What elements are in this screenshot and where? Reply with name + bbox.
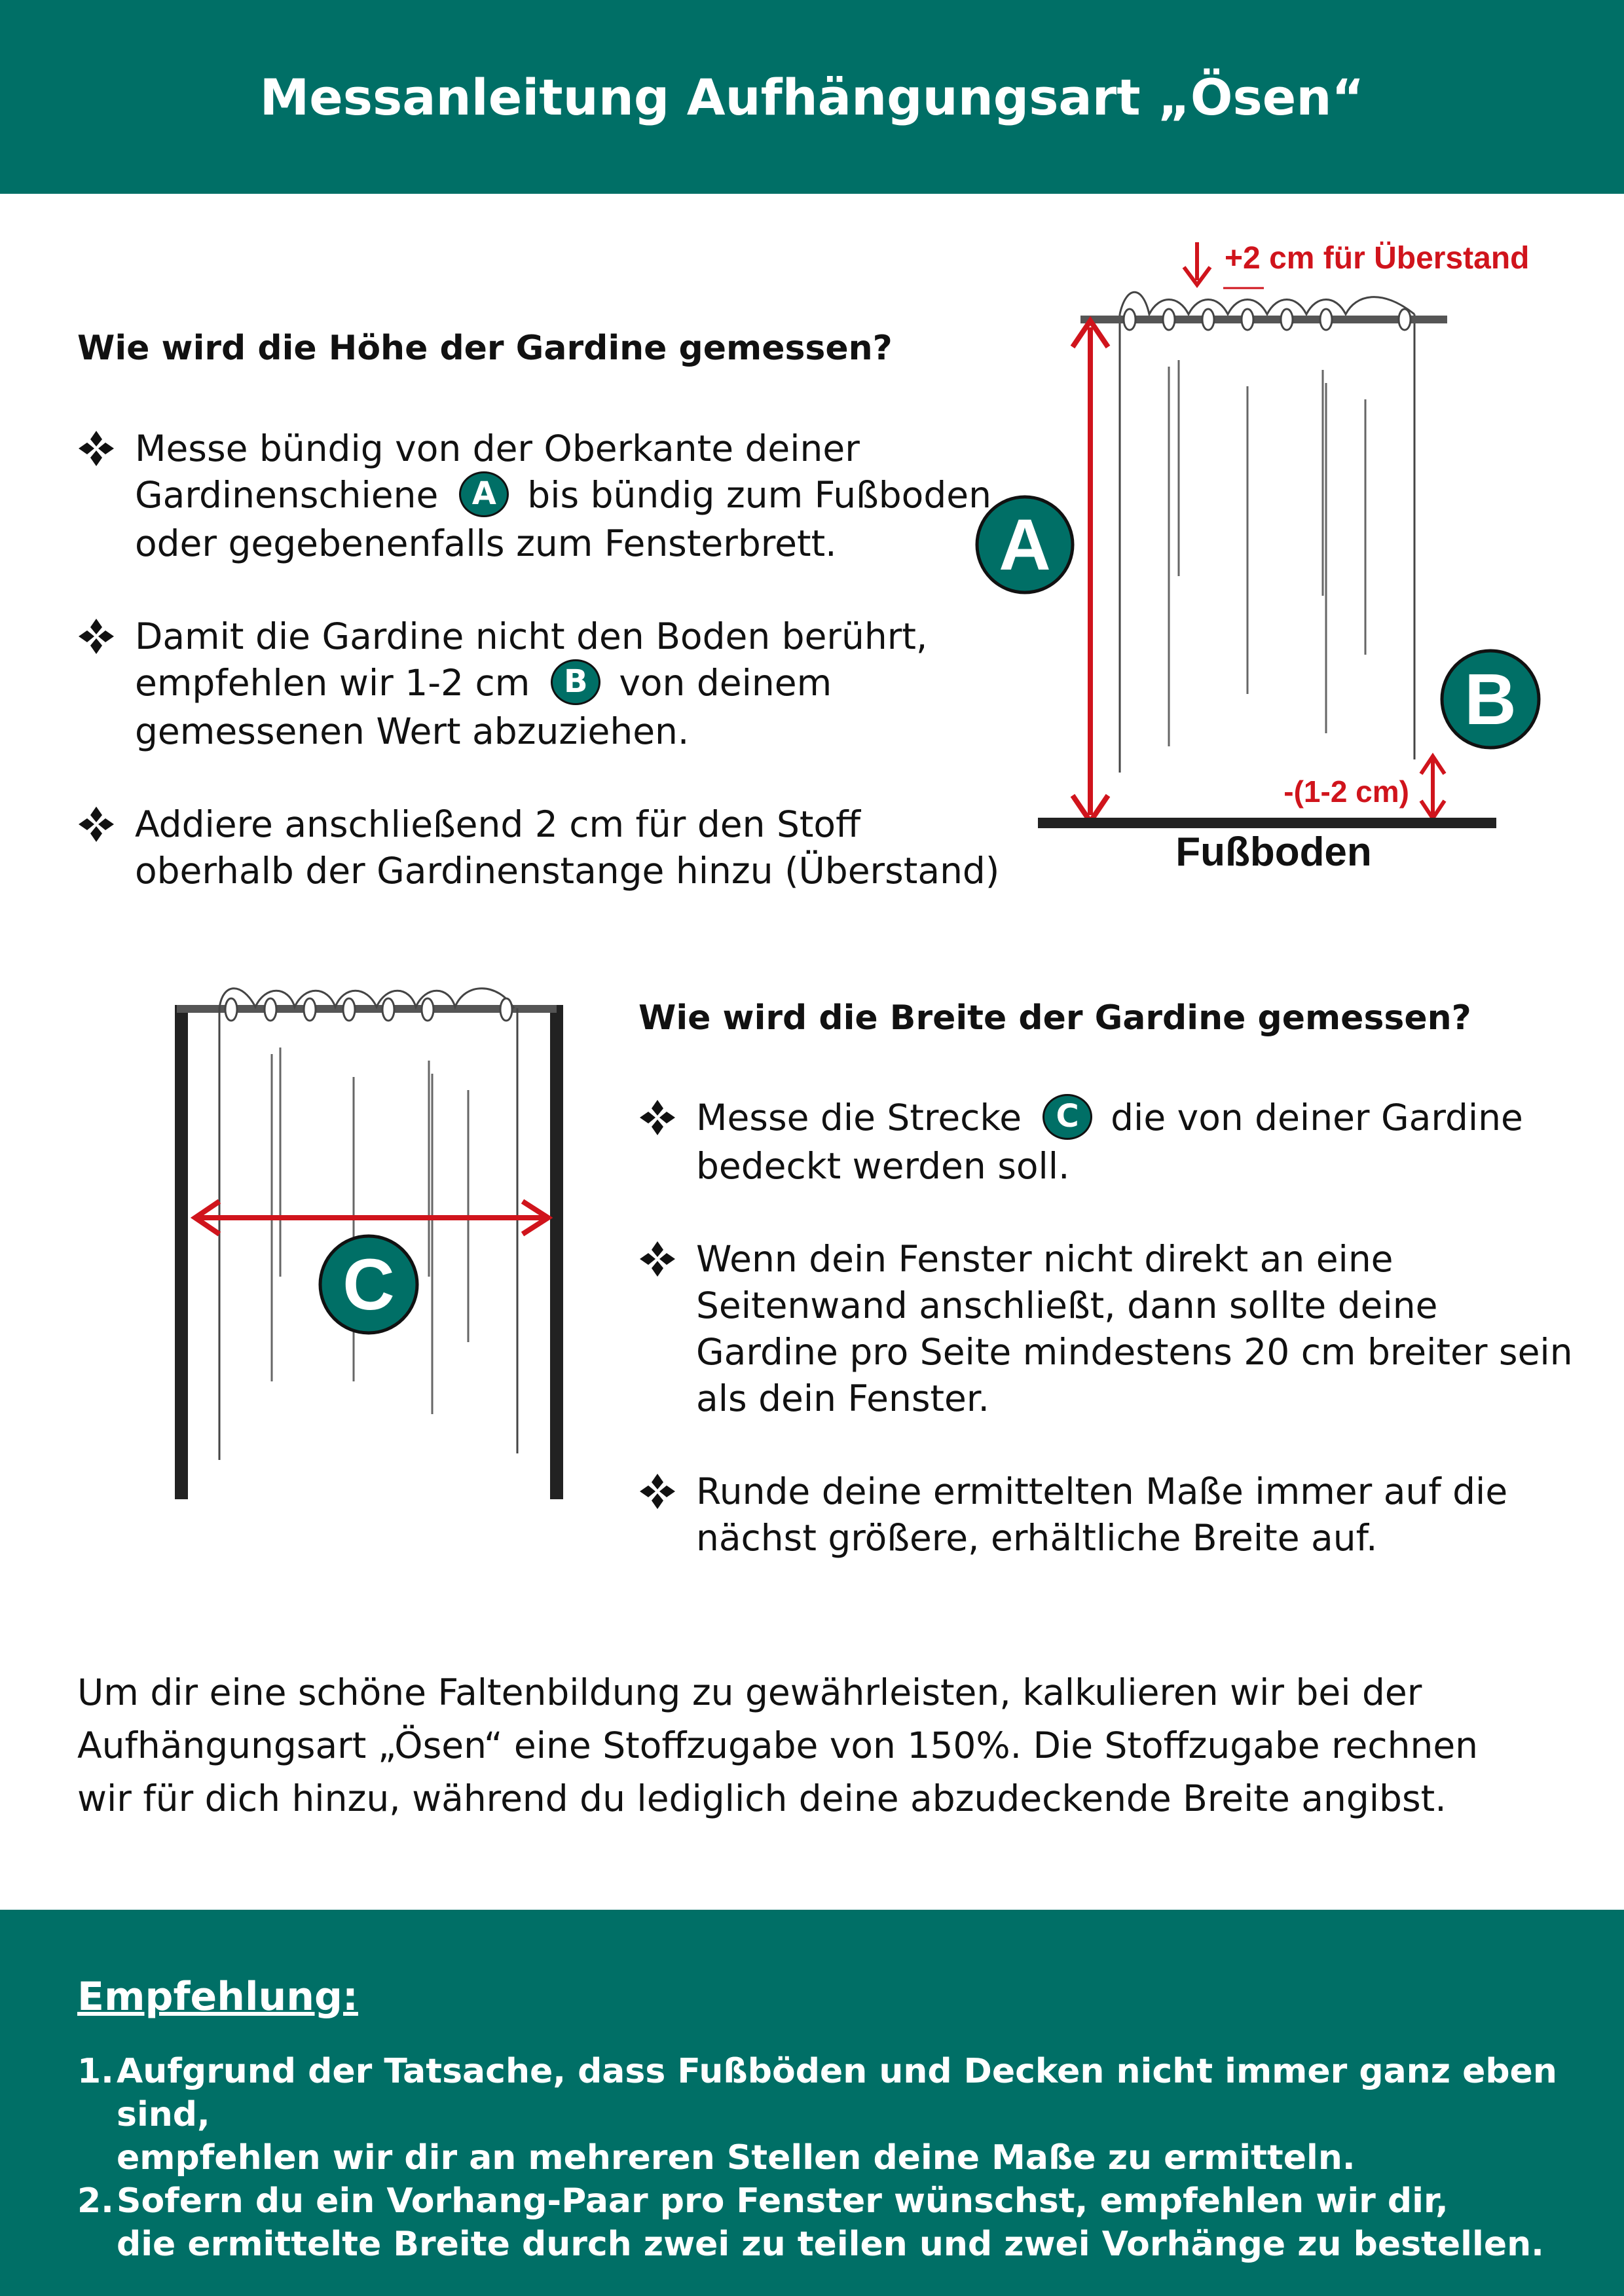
bullet-line: Gardine pro Seite mindestens 20 cm breiter sein <box>696 1330 1573 1373</box>
left-wall <box>175 1005 188 1499</box>
bullet-line: bis bündig zum Fußboden <box>527 474 991 516</box>
bullet-line: gemessenen Wert abzuziehen. <box>135 710 690 752</box>
bullet-line: Wenn dein Fenster nicht direkt an eine <box>696 1237 1393 1280</box>
height-bullets <box>77 426 1007 894</box>
width-diagram <box>157 962 589 1499</box>
list-item <box>77 426 1007 567</box>
recommendation-title: Empfehlung: <box>77 1974 358 2020</box>
diamond-bullet-icon <box>77 617 115 655</box>
list-item <box>638 1236 1581 1422</box>
header-banner <box>0 0 1624 194</box>
diamond-bullet-icon <box>638 1099 676 1137</box>
list-item <box>77 801 1007 894</box>
recommendation-line: empfehlen wir dir an mehreren Stellen deine Maße zu ermitteln. <box>117 2138 1356 2178</box>
right-wall <box>550 1005 563 1499</box>
diamond-bullet-icon <box>77 805 115 843</box>
badge-b-large <box>1442 651 1539 748</box>
badge-a: A <box>459 471 509 517</box>
floor-line <box>1038 818 1496 828</box>
recommendation-line: Sofern du ein Vorhang-Paar pro Fenster wünschst, empfehlen wir dir, <box>117 2181 1449 2221</box>
badge-c-letter: C <box>342 1245 395 1325</box>
bullet-line: die von deiner Gardine <box>1111 1097 1523 1139</box>
badge-c: C <box>1043 1094 1092 1140</box>
list-item <box>77 2179 1624 2266</box>
list-item <box>77 613 1007 755</box>
paragraph-line: Um dir eine schöne Faltenbildung zu gewährleisten, kalkulieren wir bei der <box>77 1671 1422 1713</box>
paragraph-line: wir für dich hinzu, während du lediglich deine abzudeckende Breite angibst. <box>77 1777 1447 1819</box>
bullet-line: Messe die Strecke <box>696 1097 1022 1139</box>
list-number: 1. <box>77 2052 114 2091</box>
width-section-title: Wie wird die Breite der Gardine gemessen? <box>638 998 1471 1038</box>
diamond-bullet-icon <box>638 1472 676 1510</box>
height-diagram <box>963 223 1591 884</box>
list-item <box>638 1468 1581 1561</box>
fabric-allowance-paragraph <box>77 1666 1551 1825</box>
bullet-line: Seitenwand anschließt, dann sollte deine <box>696 1284 1438 1326</box>
floor-label: Fußboden <box>1175 829 1372 875</box>
recommendation-banner <box>0 1910 1624 2296</box>
bullet-line: Gardinenschiene <box>135 474 439 516</box>
list-item <box>77 2050 1624 2179</box>
curtain-outline <box>1120 292 1414 314</box>
badge-c-large <box>320 1236 417 1333</box>
bullet-line: als dein Fenster. <box>696 1377 989 1419</box>
list-number: 2. <box>77 2181 114 2221</box>
bullet-line: Messe bündig von der Oberkante deiner <box>135 428 860 469</box>
diamond-bullet-icon <box>638 1240 676 1278</box>
recommendation-line: Aufgrund der Tatsache, dass Fußböden und Decken nicht immer ganz eben sind, <box>117 2052 1557 2134</box>
bullet-line: nächst größere, erhältliche Breite auf. <box>696 1516 1378 1559</box>
bullet-line: von deinem <box>619 661 832 704</box>
bullet-line: oberhalb der Gardinenstange hinzu (Überstand) <box>135 849 1000 892</box>
badge-a-letter: A <box>999 505 1051 585</box>
gap-label: -(1-2 cm) <box>1283 774 1409 809</box>
height-section-title: Wie wird die Höhe der Gardine gemessen? <box>77 329 893 368</box>
badge-b-letter: B <box>1464 659 1517 740</box>
list-item <box>638 1095 1581 1190</box>
badge-b: B <box>551 659 600 705</box>
width-bullets <box>638 1095 1581 1561</box>
bullet-line: oder gegebenenfalls zum Fensterbrett. <box>135 522 837 564</box>
bullet-line: Runde deine ermittelten Maße immer auf die <box>696 1470 1508 1512</box>
bullet-line: Addiere anschließend 2 cm für den Stoff <box>135 803 860 845</box>
bullet-line: Damit die Gardine nicht den Boden berührt, <box>135 615 928 657</box>
page-title: Messanleitung Aufhängungsart „Ösen“ <box>259 67 1365 126</box>
badge-a-large <box>977 497 1073 592</box>
paragraph-line: Aufhängungsart „Ösen“ eine Stoffzugabe von 150%. Die Stoffzugabe rechnen <box>77 1724 1479 1766</box>
diamond-bullet-icon <box>77 429 115 467</box>
recommendation-list <box>77 2050 1624 2266</box>
bullet-line: bedeckt werden soll. <box>696 1144 1070 1187</box>
bullet-line: empfehlen wir 1-2 cm <box>135 661 530 704</box>
recommendation-line: die ermittelte Breite durch zwei zu teilen und zwei Vorhänge zu bestellen. <box>117 2225 1544 2264</box>
overstand-label: +2 cm für Überstand <box>1225 241 1530 276</box>
